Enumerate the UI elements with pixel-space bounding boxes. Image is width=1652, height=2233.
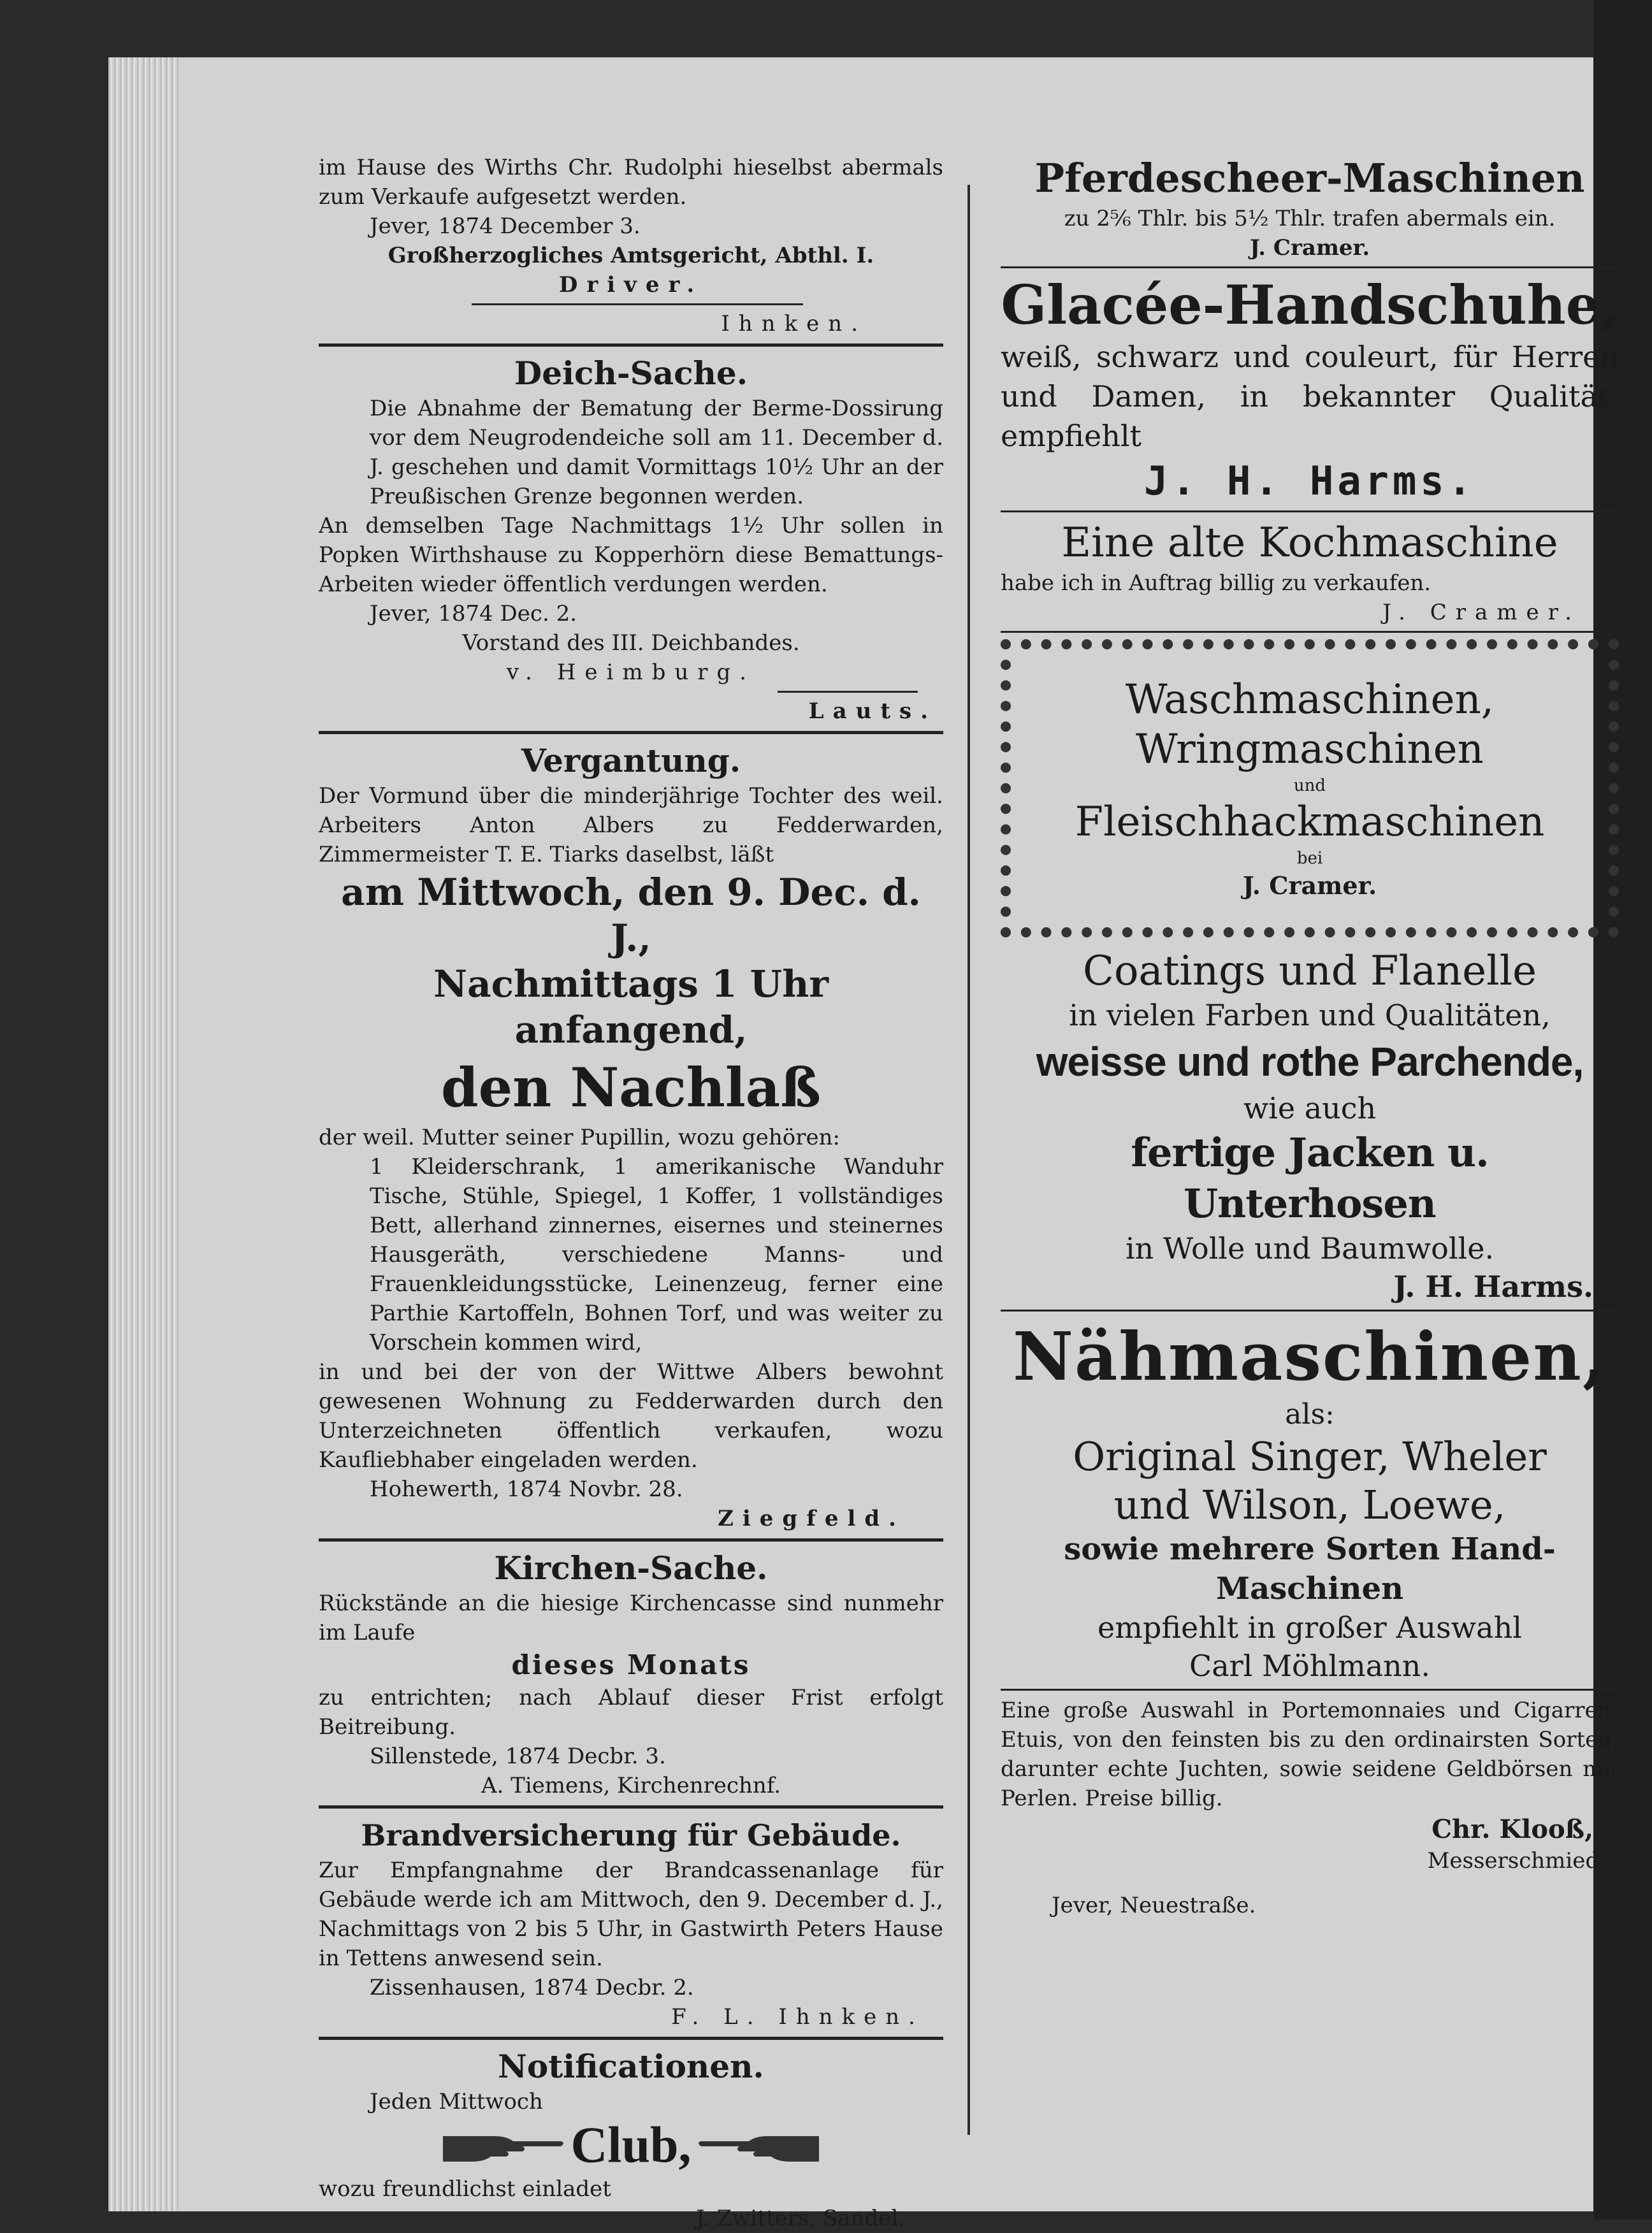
ad-text: weiß, schwarz und couleurt, für Herren und Damen, in bekannter Qualität, empfiehlt bbox=[1001, 340, 1619, 453]
ad-signature: J. Cramer. bbox=[1242, 871, 1377, 900]
ad-line: und Wilson, Loewe, bbox=[1113, 1482, 1506, 1528]
notice-clerk: Ihnken. bbox=[721, 311, 867, 336]
pointing-hand-left-icon bbox=[695, 2127, 822, 2165]
notice-text: der weil. Mutter seiner Pupillin, wozu gehören: bbox=[319, 1125, 840, 1150]
ad-signature: J. H. Harms. bbox=[1393, 1269, 1593, 1304]
notice-authority: Vorstand des III. Deichbandes. bbox=[462, 630, 800, 656]
ad-text: zu 2⅚ Thlr. bis 5½ Thlr. trafen abermals ein. bbox=[1064, 206, 1556, 231]
ad-line: Original Singer, Wheler bbox=[1073, 1433, 1547, 1480]
divider bbox=[319, 343, 943, 347]
notice-auction-court bbox=[319, 153, 943, 338]
ad-title: Glacée-Handschuhe, bbox=[1001, 273, 1619, 336]
notice-signature: v. Heimburg. bbox=[506, 660, 756, 685]
notice-title: Vergantung. bbox=[521, 742, 741, 779]
notice-brandversicherung bbox=[319, 1815, 943, 2032]
ad-line: sowie mehrere Sorten Hand- bbox=[1064, 1531, 1556, 1567]
notice-vergantung bbox=[319, 741, 943, 1533]
page-edge bbox=[108, 57, 178, 2211]
notice-text: Jeden Mittwoch bbox=[370, 2089, 543, 2114]
ad-coatings bbox=[1001, 946, 1619, 1306]
ad-glacee bbox=[1001, 273, 1619, 507]
ad-title: Nähmaschinen, bbox=[1012, 1317, 1607, 1396]
ad-line: wie auch bbox=[1243, 1091, 1377, 1125]
ad-line: Waschmaschinen, bbox=[1125, 676, 1495, 723]
ad-line: Maschinen bbox=[1216, 1571, 1403, 1607]
notice-text: Rückstände an die hiesige Kirchencasse sind nunmehr im Laufe bbox=[319, 1591, 943, 1645]
notice-date: Zissenhausen, 1874 Decbr. 2. bbox=[370, 1975, 694, 2000]
ad-line: in vielen Farben und Qualitäten, bbox=[1069, 998, 1551, 1032]
notice-title: Brandversicherung für Gebäude. bbox=[361, 1818, 901, 1853]
notice-date: Jever, 1874 December 3. bbox=[370, 213, 641, 239]
notice-text: Die Abnahme der Bematung der Berme-Dossirung vor dem Neugrodendeiche soll am 11. December d. J. geschehen und damit Vormittags 10½ Uhr an der Preußischen Grenze begonnen werden. bbox=[370, 396, 943, 509]
divider bbox=[319, 1538, 943, 1542]
ad-title: Pferdescheer-Maschinen bbox=[1034, 155, 1585, 201]
ad-line: weisse und rothe Parchende, bbox=[1036, 1039, 1584, 1085]
ad-signature: Chr. Klooß, bbox=[1431, 1814, 1593, 1844]
divider bbox=[319, 1805, 943, 1809]
divider bbox=[472, 303, 803, 305]
ad-line: in Wolle und Baumwolle. bbox=[1125, 1231, 1495, 1266]
notice-list: 1 Kleiderschrank, 1 amerikanische Wanduhr Tische, Stühle, Spiegel, 1 Koffer, 1 vollständiges Bett, allerhand zinnernes, eisernes und steinernes Hausgeräth, verschiedene Manns- und Frauenkleidungsstücke, Leinenzeug, ferner eine Parthie Kartoffeln, Bohnen Torf, und was weiter zu Vorschein kommen wird, bbox=[370, 1154, 943, 1355]
divider bbox=[1001, 510, 1619, 512]
notice-date: Hohewerth, 1874 Novbr. 28. bbox=[370, 1477, 683, 1502]
divider bbox=[319, 731, 943, 734]
divider bbox=[319, 2037, 943, 2040]
ad-portemonnaies bbox=[1001, 1696, 1619, 1920]
ad-line: bei bbox=[1296, 849, 1323, 868]
notice-deich-sache bbox=[319, 353, 943, 726]
notice-text: wozu freundlichst einladet bbox=[319, 2176, 611, 2202]
ad-trade: Messerschmied. bbox=[1427, 1848, 1606, 1874]
notice-text: im Hause des Wirths Chr. Rudolphi hieselbst abermals zum Verkaufe aufgesetzt werden. bbox=[319, 155, 943, 210]
ad-signature: J. Cramer. bbox=[1249, 235, 1370, 261]
ad-text: Eine große Auswahl in Portemonnaies und Cigarren-Etuis, von den feinsten bis zu den ordinairsten Sorten, darunter echte Juchten, sowie seidene Geldbörsen mit Perlen. Preise billig. bbox=[1001, 1698, 1619, 1811]
notice-title: Kirchen-Sache. bbox=[494, 1549, 768, 1587]
ad-line: Wringmaschinen bbox=[1136, 726, 1484, 773]
notice-notificationen bbox=[319, 2046, 943, 2233]
divider bbox=[778, 691, 918, 693]
ad-waschmaschinen-box bbox=[1001, 639, 1619, 937]
notice-date: Sillenstede, 1874 Decbr. 3. bbox=[370, 1744, 666, 1769]
notice-kirchen-sache bbox=[319, 1548, 943, 1800]
club-title: Club, bbox=[570, 2117, 692, 2174]
divider bbox=[1001, 266, 1619, 268]
notice-signature: Driver. bbox=[558, 272, 704, 298]
right-column bbox=[1001, 153, 1619, 1920]
ad-kochmaschine bbox=[1001, 517, 1619, 627]
notice-text: An demselben Tage Nachmittags 1½ Uhr sollen in Popken Wirthshause zu Kopperhörn diese Bemattungs-Arbeiten wieder öffentlich verdungen werden. bbox=[319, 513, 943, 597]
notice-signature: A. Tiemens, Kirchenrechnf. bbox=[481, 1773, 781, 1798]
notice-authority: Großherzogliches Amtsgericht, Abthl. I. bbox=[388, 243, 874, 268]
notice-signature: F. L. Ihnken. bbox=[671, 2004, 924, 2030]
divider bbox=[1001, 631, 1619, 633]
notice-title: Deich-Sache. bbox=[514, 354, 748, 392]
club-line bbox=[319, 2116, 943, 2174]
ad-line: Coatings und Flanelle bbox=[1083, 948, 1537, 995]
ad-pferdescheer bbox=[1001, 153, 1619, 263]
divider bbox=[1001, 1689, 1619, 1691]
column-divider bbox=[967, 185, 970, 2135]
pointing-hand-right-icon bbox=[440, 2127, 567, 2165]
notice-signature: J. Zwitters, Sandel. bbox=[696, 2205, 905, 2231]
ad-signature: J. Cramer. bbox=[1382, 600, 1581, 625]
notice-date: Jever, 1874 Dec. 2. bbox=[370, 601, 577, 626]
ad-title: Eine alte Kochmaschine bbox=[1061, 519, 1558, 567]
notice-clerk: Lauts. bbox=[808, 698, 937, 724]
ad-text: habe ich in Auftrag billig zu verkaufen. bbox=[1001, 570, 1431, 596]
ad-place: Jever, Neuestraße. bbox=[1052, 1893, 1256, 1918]
notice-text: zu entrichten; nach Ablauf dieser Frist erfolgt Beitreibung. bbox=[319, 1685, 943, 1740]
notice-headline: Nachmittags 1 Uhr anfangend, bbox=[433, 962, 829, 1051]
ad-signature: Carl Möhlmann. bbox=[1189, 1649, 1430, 1683]
ad-line: fertige Jacken u. Unterhosen bbox=[1131, 1129, 1489, 1227]
notice-emphasis: dieses Monats bbox=[511, 1649, 751, 1680]
divider bbox=[1001, 1310, 1619, 1312]
notice-text: in und bei der von der Wittwe Albers bewohnt gewesenen Wohnung zu Fedderwarden durch den Unterzeichneten öffentlich verkaufen, wozu Kaufliebhaber eingeladen werden. bbox=[319, 1359, 943, 1473]
notice-text: Zur Empfangnahme der Brandcassenanlage für Gebäude werde ich am Mittwoch, den 9. December d. J., Nachmittags von 2 bis 5 Uhr, in Gastwirth Peters Hause in Tettens anwesend sein. bbox=[319, 1858, 943, 1971]
ad-line: und bbox=[1293, 776, 1326, 795]
notice-signature: Ziegfeld. bbox=[718, 1506, 905, 1531]
ad-line: als: bbox=[1285, 1398, 1335, 1431]
notice-text: Der Vormund über die minderjährige Tochter des weil. Arbeiters Anton Albers zu Fedderwarden, Zimmermeister T. E. Tiarks daselbst, läßt bbox=[319, 783, 943, 867]
ad-naehmaschinen bbox=[1001, 1317, 1619, 1685]
ad-signature: J. H. Harms. bbox=[1144, 458, 1475, 504]
ad-line: Fleischhackmaschinen bbox=[1075, 799, 1545, 846]
notice-headline: den Nachlaß bbox=[440, 1056, 822, 1119]
notice-headline: am Mittwoch, den 9. Dec. d. J., bbox=[341, 871, 921, 960]
left-column bbox=[319, 153, 943, 2233]
ad-line: empfiehlt in großer Auswahl bbox=[1098, 1610, 1522, 1645]
notice-title: Notificationen. bbox=[498, 2048, 764, 2085]
